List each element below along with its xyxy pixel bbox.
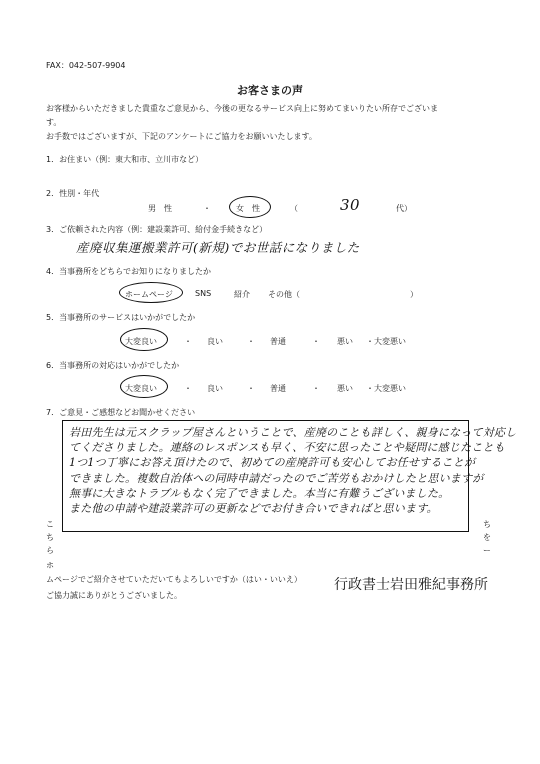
gender-male: 男 性 <box>148 204 172 213</box>
service-dot-4: ・ <box>366 337 374 346</box>
intro-line-1: お客様からいただきました貴重なご意見から、今後の更なるサービス向上に努めてまいりたい所存でございま <box>46 104 438 113</box>
service-rating-very-good: 大変良い <box>125 337 157 346</box>
source-other-close: ） <box>410 290 418 299</box>
response-dot-1: ・ <box>184 384 192 393</box>
comment-line-5: 無事に大きなトラブルもなく完了できました。本当に有難うございました。 <box>69 486 450 500</box>
response-dot-4: ・ <box>366 384 374 393</box>
response-rating-average: 普通 <box>270 384 286 393</box>
thanks-message: ご協力誠にありがとうございました。 <box>46 591 182 600</box>
side-left-char-2: ち <box>46 533 54 542</box>
question-1: 1．お住まい（例：東大和市、立川市など） <box>46 155 204 164</box>
service-dot-3: ・ <box>312 337 320 346</box>
source-homepage: ホームページ <box>125 290 173 299</box>
age-handwritten: 30 <box>340 196 361 214</box>
question-6: 6．当事務所の対応はいかがでしたか <box>46 361 180 370</box>
response-rating-bad: 悪い <box>337 384 353 393</box>
service-dot-1: ・ <box>184 337 192 346</box>
side-right-char-2: を <box>483 533 491 542</box>
question-4: 4．当事務所をどちらでお知りになりましたか <box>46 267 212 276</box>
request-handwritten: 産廃収集運搬業許可(新規)でお世話になりました <box>76 240 360 255</box>
page-title: お客さまの声 <box>237 84 303 97</box>
service-dot-2: ・ <box>247 337 255 346</box>
side-right-char-3: ー <box>483 546 491 555</box>
comment-line-2: てくださりました。連絡のレスポンスも早く、不安に思ったことや疑問に感じたことも <box>69 441 505 455</box>
response-rating-good: 良い <box>207 384 223 393</box>
gender-separator: ・ <box>203 204 211 213</box>
comment-line-6: また他の申請や建設業許可の更新などでお付き合いできればと思います。 <box>69 502 438 516</box>
comment-box <box>62 420 517 532</box>
side-left-char-1: こ <box>46 520 54 529</box>
side-left-char-3: ら <box>46 546 54 555</box>
comment-line-1: 岩田先生は元スクラップ屋さんということで、産廃のことも詳しく、親身になって対応し <box>69 426 517 439</box>
age-close-paren: 代） <box>396 204 412 213</box>
source-other: その他（ <box>268 290 300 299</box>
homepage-consent: ムページでご紹介させていただいてもよろしいですか（はい・いいえ） <box>46 575 302 584</box>
service-selected-circle <box>120 328 168 351</box>
intro-line-3: お手数ではございますが、下記のアンケートにご協力をお願いいたします。 <box>46 132 317 141</box>
question-7: 7．ご意見・ご感想などお聞かせください <box>46 408 196 417</box>
question-3: 3．ご依頼された内容（例：建設業許可、給付金手続きなど） <box>46 225 268 234</box>
service-rating-average: 普通 <box>270 337 286 346</box>
gender-female: 女 性 <box>236 204 260 213</box>
intro-line-2: す。 <box>46 118 62 127</box>
fax-number: FAX：042-507-9904 <box>46 61 126 70</box>
response-dot-3: ・ <box>312 384 320 393</box>
office-stamp-name: 行政書士岩田雅紀事務所 <box>334 577 488 593</box>
side-left-char-4: ホ <box>46 561 54 570</box>
service-rating-good: 良い <box>207 337 223 346</box>
source-referral: 紹介 <box>234 290 250 299</box>
response-rating-very-good: 大変良い <box>125 384 157 393</box>
comment-line-4: できました。複数自治体への同時申請だったのでご苦労もおかけしたと思いますが <box>69 471 484 485</box>
comment-line-3: 1つ1つ丁寧にお答え頂けたので、初めての産廃許可も安心してお任せすることが <box>69 456 476 470</box>
source-sns: SNS <box>195 289 212 298</box>
age-open-paren: （ <box>290 204 298 213</box>
homepage-selected-circle <box>119 282 183 303</box>
response-selected-circle <box>120 375 168 398</box>
service-rating-bad: 悪い <box>337 337 353 346</box>
question-2: 2．性別・年代 <box>46 189 100 198</box>
response-dot-2: ・ <box>247 384 255 393</box>
question-5: 5．当事務所のサービスはいかがでしたか <box>46 313 196 322</box>
side-right-char-1: ち <box>483 520 491 529</box>
response-rating-very-bad: 大変悪い <box>374 384 406 393</box>
service-rating-very-bad: 大変悪い <box>374 337 406 346</box>
female-selected-circle <box>229 196 271 218</box>
